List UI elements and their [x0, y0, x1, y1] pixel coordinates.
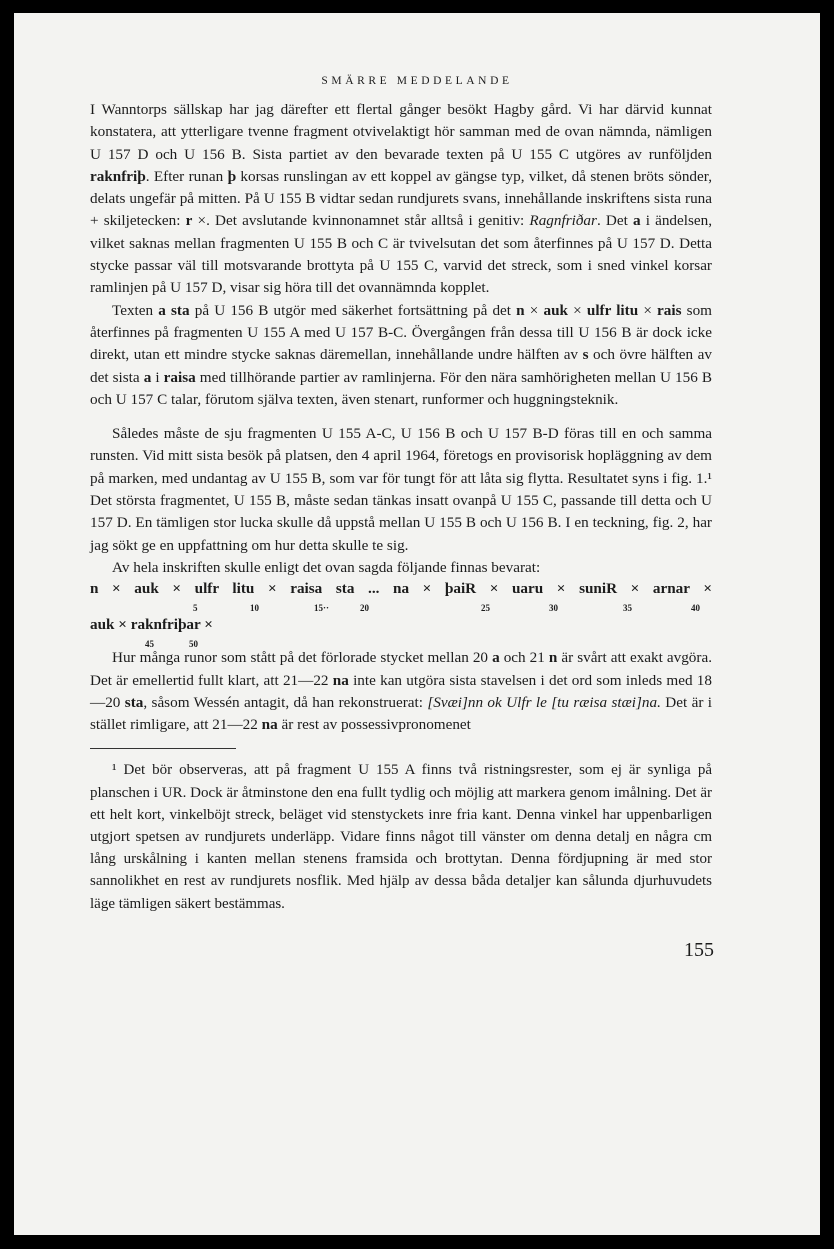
paragraph-2: [90, 300, 712, 411]
rune-transliteration: s: [582, 346, 589, 364]
rune-number: 30: [549, 603, 558, 614]
text-run: är svårt att exakt avgöra. Det är emellertid fullt klart, att 21—22: [90, 649, 712, 689]
footnote: ¹ Det bör observeras, att på fragment U 155 A finns två ristningsrester, som ej är synliga på planschen i UR. Dock är åtminstone den ena fullt tydlig och möjlig att markera genom imålning. Det är ett helt kort, vinkelböjt streck, beläget vid stenstyckets inre fria kant. Denna vinkel har uppenbarligen utgjort spetsen av rundjurets underläpp. Vidare finns något till vänster om denna detalj en några cm lång urskålning i kanten mellan stenens framsida och brottytan. Denna fördjupning är med stor sannolikhet en rest av rundjurets nosflik. Med hjälp av dessa båda detaljer kan sålunda djurhuvudets läge tämligen säkert bestämmas.: [90, 762, 712, 912]
rune-transliteration: a sta: [158, 301, 190, 319]
rune-transliteration: þ: [227, 167, 237, 185]
page-number: 155: [684, 938, 714, 961]
text-run: ×: [638, 301, 658, 319]
text-run: och 21: [499, 649, 549, 667]
book-page: [14, 13, 820, 1235]
text-run: . Det: [596, 212, 633, 230]
rune-transliteration: na: [332, 671, 349, 689]
text-run: Hur många runor som stått på det förlorade stycket mellan 20: [112, 649, 493, 667]
text-run: som återfinnes på fragmenten U 155 A med U 157 B-C. Övergången från dessa till U 156 B är dock icke direkt, utan ett mindre stycke saknas däremellan, innehållande undre hälften av: [90, 301, 712, 364]
rune-number: 40: [691, 603, 700, 614]
rune-transliteration: n: [516, 301, 525, 319]
rune-transliteration: sta: [124, 693, 144, 711]
rune-numbers-2: [90, 635, 712, 651]
text-run: på U 156 B utgör med säkerhet fortsättning på det: [189, 301, 517, 319]
text-run: ×. Det avslutande kvinnonamnet står alltså i genitiv:: [192, 212, 530, 230]
rune-number: 5: [193, 603, 198, 614]
rune-line-1: n × auk × ulfr litu × raisa sta ... na × þaiR × uaru × suniR × arnar ×: [90, 580, 712, 598]
paragraph-1: [90, 99, 712, 300]
rune-transliteration: auk: [543, 301, 568, 319]
rune-line-2: auk × raknfriþar ×: [90, 616, 213, 634]
text-run: ×: [524, 301, 544, 319]
rune-number: 20: [360, 603, 369, 614]
rune-number: 50: [189, 639, 198, 650]
text-run: . Efter runan: [145, 167, 228, 185]
rune-transliteration: a: [492, 649, 500, 667]
text-run: I Wanntorps sällskap har jag därefter ett flertal gånger besökt Hagby gård. Vi har därvid kunnat konstatera, att ytterligare tvenne fragment otvivelaktigt hör samman med de ovan nämnda, nämligen U 157 D och U 156 B. Sista partiet av den bevarade texten på U 155 C utgöres av runföljden: [90, 101, 712, 163]
rune-number: 25: [481, 603, 490, 614]
footnote-divider: [90, 748, 236, 749]
running-header: SMÄRRE MEDDELANDE: [321, 75, 513, 87]
text-run: i: [151, 368, 164, 386]
text-run: Det är i stället rimligare, att 21—22: [90, 693, 713, 734]
rune-transliteration: raisa: [163, 368, 196, 386]
rune-number: 15··: [314, 603, 330, 614]
text-run: i ändelsen, vilket saknas mellan fragmenten U 155 B och C är tvivelsutan det som återfinnes på U 157 D. Detta stycke passar väl till motsvarande brottyta på U 155 C, varvid det streck, som i sned vinkel korsar ramlinjen på U 157 D, visar sig höra till det ovannämnda kopplet.: [90, 212, 713, 297]
text-run: och övre hälften av det sista: [90, 346, 712, 386]
text-run: korsas runslingan av ett koppel av gängse typ, vilket, då stenen bröts sönder, delats ungefär på mitten. På U 155 B vidtar sedan rundjurets svans, innehållande inskriftens sista runa + skiljetecken:: [90, 167, 713, 230]
rune-transliteration: a: [632, 212, 641, 230]
text-run: är rest av possessivpronomenet: [277, 716, 471, 734]
text-run: med tillhörande partier av ramlinjerna. För den nära samhörigheten mellan U 156 B och U 157 C talar, förutom själva texten, även stenart, runformer och huggningsteknik.: [90, 368, 712, 408]
paragraph-5: [90, 647, 712, 736]
rune-transliteration: n: [548, 649, 558, 667]
text-run: ×: [568, 301, 587, 319]
page-number-row: [90, 915, 714, 961]
rune-number: 10: [250, 603, 259, 614]
rune-transliteration: r: [185, 212, 193, 230]
text-run: Texten: [112, 301, 159, 319]
rune-number: 45: [145, 639, 154, 650]
rune-transliteration: raknfriþ: [90, 167, 146, 185]
body-text: [90, 99, 714, 961]
italic-name: Ragnfriðar: [529, 212, 597, 230]
rune-transliteration: ulfr litu: [586, 301, 639, 319]
paragraph-3: Således måste de sju fragmenten U 155 A-C, U 156 B och U 157 B-D föras till en och samma runsten. Vid mitt sista besök på platsen, den 4 april 1964, företogs en provisorisk hopläggning av dem på marken, med undantag av U 155 B, som var för tungt för att låta sig flytta. Resultatet syns i fig. 1.¹ Det största fragmentet, U 155 B, måste sedan tänkas insatt ovanpå U 155 C, passande till detta och U 157 D. En tämligen stor lucka skulle då uppstå mellan U 155 B och U 156 B. I en teckning, fig. 2, har jag sökt ge en uppfattning om hur detta skulle te sig.: [90, 425, 712, 554]
rune-transliteration: rais: [657, 301, 682, 319]
rune-numbers-1: [90, 599, 712, 615]
italic-reconstruction: [Svæi]nn ok Ulfr le [tu ræisa stæi]na.: [427, 693, 661, 711]
text-run: inte kan utgöra sista stavelsen i det ord som inleds med 18—20: [90, 671, 712, 711]
rune-transliteration: na: [261, 716, 278, 734]
text-run: , såsom Wessén antagit, då han rekonstruerat:: [143, 693, 428, 711]
paragraph-4: Av hela inskriften skulle enligt det ovan sagda följande finnas bevarat:: [112, 558, 541, 576]
rune-number: 35: [623, 603, 632, 614]
rune-transliteration: a: [143, 368, 152, 386]
